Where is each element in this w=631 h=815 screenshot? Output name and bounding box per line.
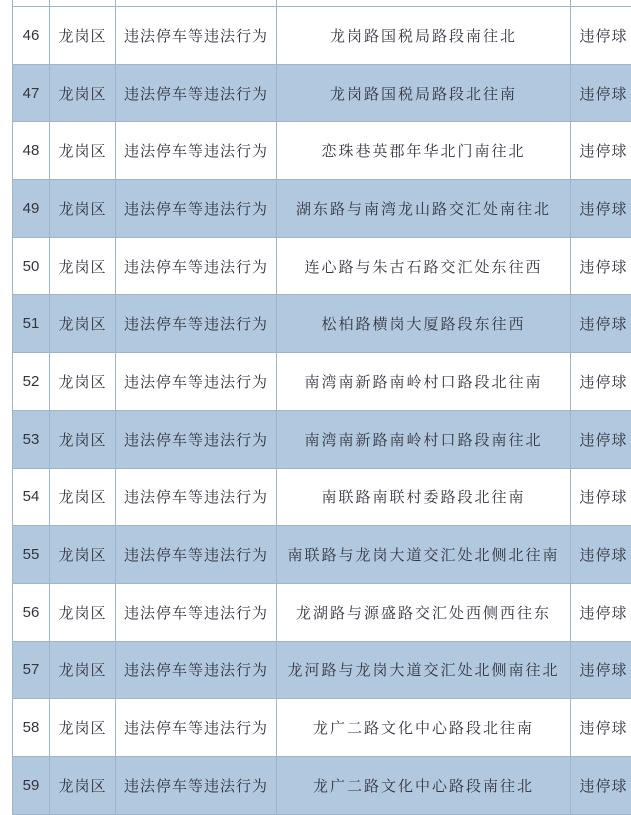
- row-no-cell: 54: [13, 469, 50, 526]
- location-cell: 松柏路横岗大厦路段东往西: [277, 295, 571, 352]
- violation-cell: 违法停车等违法行为: [116, 353, 277, 410]
- device-cell: 违停球: [571, 584, 631, 641]
- device-cell: [571, 0, 631, 6]
- enforcement-points-table: [12, 0, 631, 815]
- row-no-cell: [13, 0, 50, 6]
- row-no-cell: 48: [13, 122, 50, 179]
- violation-cell: [116, 0, 277, 6]
- district-cell: 龙岗区: [50, 411, 116, 468]
- location-cell: 龙广二路文化中心路段南往北: [277, 757, 571, 814]
- device-cell: 违停球: [571, 699, 631, 756]
- row-no-cell: 56: [13, 584, 50, 641]
- device-cell: 违停球: [571, 642, 631, 699]
- violation-cell: 违法停车等违法行为: [116, 411, 277, 468]
- row-no-cell: 52: [13, 353, 50, 410]
- row-no-cell: 58: [13, 699, 50, 756]
- location-cell: 连心路与朱古石路交汇处东往西: [277, 238, 571, 295]
- device-cell: 违停球: [571, 180, 631, 237]
- district-cell: 龙岗区: [50, 469, 116, 526]
- device-cell: 违停球: [571, 7, 631, 64]
- table-row: [13, 65, 631, 123]
- district-cell: 龙岗区: [50, 526, 116, 583]
- district-cell: 龙岗区: [50, 584, 116, 641]
- location-cell: 龙湖路与源盛路交汇处西侧西往东: [277, 584, 571, 641]
- table-row: [13, 238, 631, 296]
- row-no-cell: 55: [13, 526, 50, 583]
- location-cell: 南联路与龙岗大道交汇处北侧北往南: [277, 526, 571, 583]
- district-cell: 龙岗区: [50, 295, 116, 352]
- table-row: [13, 584, 631, 642]
- district-cell: 龙岗区: [50, 122, 116, 179]
- district-cell: 龙岗区: [50, 238, 116, 295]
- device-cell: 违停球: [571, 122, 631, 179]
- device-cell: 违停球: [571, 411, 631, 468]
- location-cell: 龙河路与龙岗大道交汇处北侧南往北: [277, 642, 571, 699]
- violation-cell: 违法停车等违法行为: [116, 180, 277, 237]
- district-cell: 龙岗区: [50, 180, 116, 237]
- table-row: [13, 469, 631, 527]
- location-cell: [277, 0, 571, 6]
- row-no-cell: 50: [13, 238, 50, 295]
- district-cell: 龙岗区: [50, 7, 116, 64]
- device-cell: 违停球: [571, 353, 631, 410]
- device-cell: 违停球: [571, 238, 631, 295]
- row-no-cell: 53: [13, 411, 50, 468]
- violation-cell: 违法停车等违法行为: [116, 295, 277, 352]
- device-cell: 违停球: [571, 526, 631, 583]
- violation-cell: 违法停车等违法行为: [116, 584, 277, 641]
- row-no-cell: 46: [13, 7, 50, 64]
- location-cell: 南湾南新路南岭村口路段南往北: [277, 411, 571, 468]
- location-cell: 恋珠巷英郡年华北门南往北: [277, 122, 571, 179]
- violation-cell: 违法停车等违法行为: [116, 238, 277, 295]
- row-no-cell: 49: [13, 180, 50, 237]
- location-cell: 龙广二路文化中心路段北往南: [277, 699, 571, 756]
- violation-cell: 违法停车等违法行为: [116, 122, 277, 179]
- district-cell: 龙岗区: [50, 699, 116, 756]
- table-row: [13, 757, 631, 815]
- table-row: [13, 411, 631, 469]
- district-cell: 龙岗区: [50, 642, 116, 699]
- device-cell: 违停球: [571, 65, 631, 122]
- violation-cell: 违法停车等违法行为: [116, 699, 277, 756]
- device-cell: 违停球: [571, 469, 631, 526]
- location-cell: 南湾南新路南岭村口路段北往南: [277, 353, 571, 410]
- violation-cell: 违法停车等违法行为: [116, 469, 277, 526]
- table-row: [13, 180, 631, 238]
- table-row: [13, 699, 631, 757]
- device-cell: 违停球: [571, 295, 631, 352]
- table-row: [13, 7, 631, 65]
- row-no-cell: 59: [13, 757, 50, 814]
- district-cell: 龙岗区: [50, 757, 116, 814]
- table-row: [13, 642, 631, 700]
- violation-cell: 违法停车等违法行为: [116, 642, 277, 699]
- district-cell: [50, 0, 116, 6]
- violation-cell: 违法停车等违法行为: [116, 65, 277, 122]
- row-no-cell: 47: [13, 65, 50, 122]
- violation-cell: 违法停车等违法行为: [116, 526, 277, 583]
- location-cell: 龙岗路国税局路段北往南: [277, 65, 571, 122]
- table-row: [13, 122, 631, 180]
- table-row: [13, 353, 631, 411]
- location-cell: 湖东路与南湾龙山路交汇处南往北: [277, 180, 571, 237]
- table-row: [13, 526, 631, 584]
- device-cell: 违停球: [571, 757, 631, 814]
- table-row: [13, 295, 631, 353]
- row-no-cell: 51: [13, 295, 50, 352]
- district-cell: 龙岗区: [50, 65, 116, 122]
- row-no-cell: 57: [13, 642, 50, 699]
- violation-cell: 违法停车等违法行为: [116, 7, 277, 64]
- location-cell: 南联路南联村委路段北往南: [277, 469, 571, 526]
- partial-row-top: [13, 0, 631, 7]
- district-cell: 龙岗区: [50, 353, 116, 410]
- violation-cell: 违法停车等违法行为: [116, 757, 277, 814]
- location-cell: 龙岗路国税局路段南往北: [277, 7, 571, 64]
